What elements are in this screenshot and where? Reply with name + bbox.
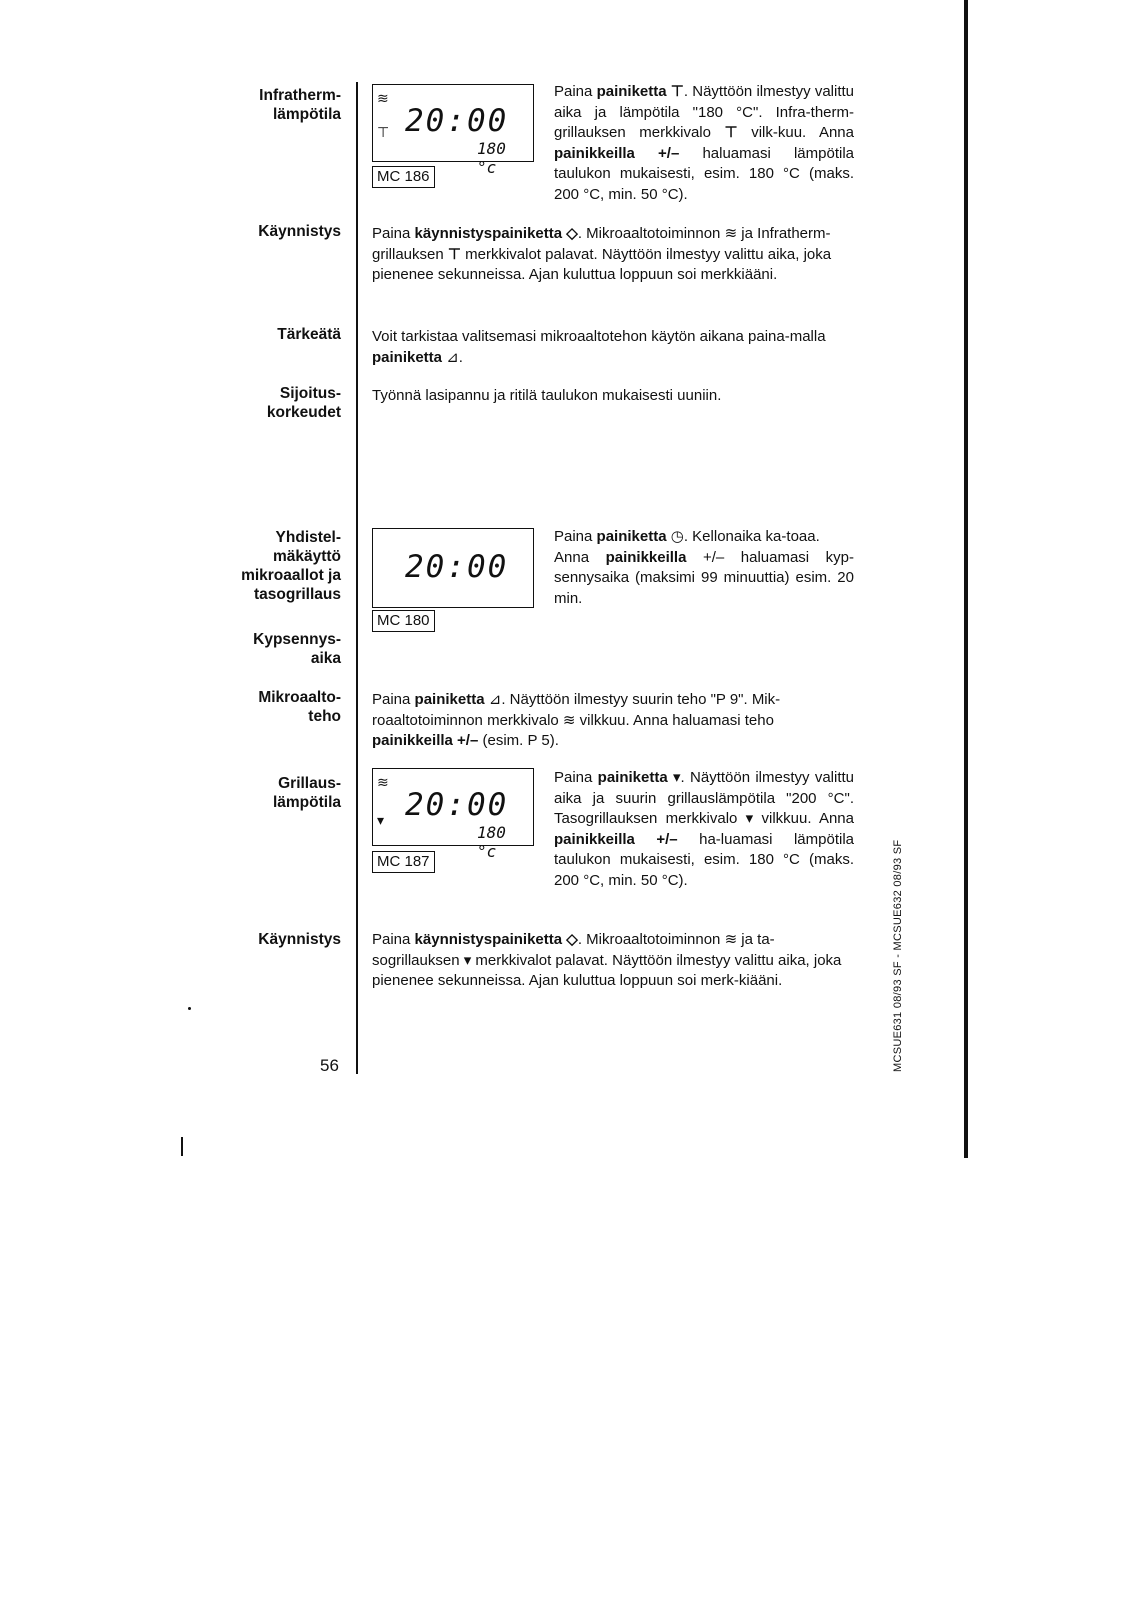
top-grill-icon: ▾ bbox=[673, 769, 681, 786]
paragraph-microwave-power: Paina painiketta ⊿. Näyttöön ilmestyy suurin teho "P 9". Mik-roaaltotoiminnon merkkivalo ≋ vilkkuu. Anna haluamasi teho painikkeilla +/– (esim. P 5). bbox=[372, 691, 781, 749]
margin-dot bbox=[188, 1007, 191, 1010]
display-temperature: 180 °c bbox=[477, 823, 506, 861]
paragraph-start-2: Paina käynnistyspainiketta ◇. Mikroaaltotoiminnon ≋ ja ta-sogrillauksen ▾ merkkivalot palavat. Näyttöön ilmestyy valittu aika, joka pienenee sekunneissa. Ajan kuluttua loppuun soi merk-kiääni. bbox=[372, 931, 842, 989]
infratherm-grill-icon: ⊤ bbox=[724, 124, 738, 141]
power-button-icon: ⊿ bbox=[488, 691, 502, 708]
document-code: MCSUE631 08/93 SF - MCSUE632 08/93 SF bbox=[892, 839, 904, 1072]
label-microwave-power: Mikroaalto- teho bbox=[258, 689, 341, 725]
oven-display-2 bbox=[372, 528, 534, 608]
microwave-wave-icon: ≋ bbox=[724, 931, 738, 948]
infratherm-grill-icon: ⊤ bbox=[447, 245, 461, 263]
label-infratherm-temperature: Infratherm- lämpötila bbox=[259, 87, 341, 123]
display-temperature: 180 °c bbox=[477, 139, 506, 177]
margin-mark bbox=[181, 1137, 183, 1156]
top-grill-icon: ▾ bbox=[745, 810, 754, 827]
figure-code: MC 186 bbox=[372, 166, 435, 188]
infratherm-grill-icon: ⊤ bbox=[377, 124, 390, 140]
column-divider-line bbox=[356, 82, 358, 1074]
figure-code: MC 180 bbox=[372, 610, 435, 632]
paragraph-cooking-time: Paina painiketta ◷. Kellonaika ka-toaa. Anna painikkeilla +/– haluamasi kyp-sennysaika (maksimi 99 minuuttia) esim. 20 min. bbox=[554, 528, 854, 607]
page-number: 56 bbox=[320, 1056, 339, 1075]
label-start-1: Käynnistys bbox=[258, 223, 341, 240]
label-start-2: Käynnistys bbox=[258, 931, 341, 948]
label-combination-mode: Yhdistel- mäkäyttö mikroaallot ja tasogrillaus bbox=[241, 529, 341, 603]
start-icon: ◇ bbox=[566, 225, 578, 242]
microwave-wave-icon: ≋ bbox=[377, 90, 389, 106]
paragraph-important: Voit tarkistaa valitsemasi mikroaaltotehon käytön aikana paina-malla painiketta ⊿. bbox=[372, 328, 826, 366]
oven-display-3 bbox=[372, 768, 534, 861]
top-grill-icon: ▾ bbox=[377, 812, 385, 828]
top-grill-icon: ▾ bbox=[463, 951, 472, 969]
paragraph-infratherm: Paina painiketta ⊤. Näyttöön ilmestyy valittu aika ja lämpötila "180 °C". Infra-therm-grillauksen merkkivalo ⊤ vilk-kuu. Anna painikkeilla +/– haluamasi lämpötila taulukon mukaisesti, esim. 180 °C (maks. 200 °C, min. 50 °C). bbox=[554, 83, 855, 203]
paragraph-grill-temperature: Paina painiketta ▾. Näyttöön ilmestyy valittu aika ja suurin grillauslämpötila "200 °C". Tasogrillauksen merkkivalo ▾ vilkkuu. Anna painikkeilla +/– ha-luamasi lämpötila taulukon mukaisesti, esim. 180 °C (maks. 200 °C, min. 50 °C). bbox=[554, 769, 855, 889]
paragraph-start-1: Paina käynnistyspainiketta ◇. Mikroaaltotoiminnon ≋ ja Infratherm-grillauksen ⊤ merkkivalot palavat. Näyttöön ilmestyy valittu aika, joka pienenee sekunneissa. Ajan kuluttua loppuun soi merkkiääni. bbox=[372, 225, 832, 283]
paragraph-shelf-heights: Työnnä lasipannu ja ritilä taulukon mukaisesti uuniin. bbox=[372, 387, 722, 404]
display-time: 20:00 bbox=[405, 787, 509, 823]
infratherm-grill-icon: ⊤ bbox=[670, 83, 684, 100]
right-border-line bbox=[964, 0, 968, 1158]
clock-icon: ◷ bbox=[670, 528, 684, 545]
label-shelf-heights: Sijoitus- korkeudet bbox=[266, 385, 341, 421]
power-button-icon: ⊿ bbox=[446, 348, 459, 366]
label-important: Tärkeätä bbox=[277, 326, 341, 343]
microwave-wave-icon: ≋ bbox=[724, 225, 738, 242]
figure-code: MC 187 bbox=[372, 851, 435, 873]
label-cooking-time: Kypsennys- aika bbox=[253, 631, 341, 667]
display-time: 20:00 bbox=[405, 549, 509, 585]
label-grill-temperature: Grillaus- lämpötila bbox=[272, 775, 341, 811]
start-icon: ◇ bbox=[566, 931, 578, 948]
display-time: 20:00 bbox=[405, 103, 509, 139]
microwave-wave-icon: ≋ bbox=[377, 774, 389, 790]
microwave-wave-icon: ≋ bbox=[562, 711, 576, 729]
